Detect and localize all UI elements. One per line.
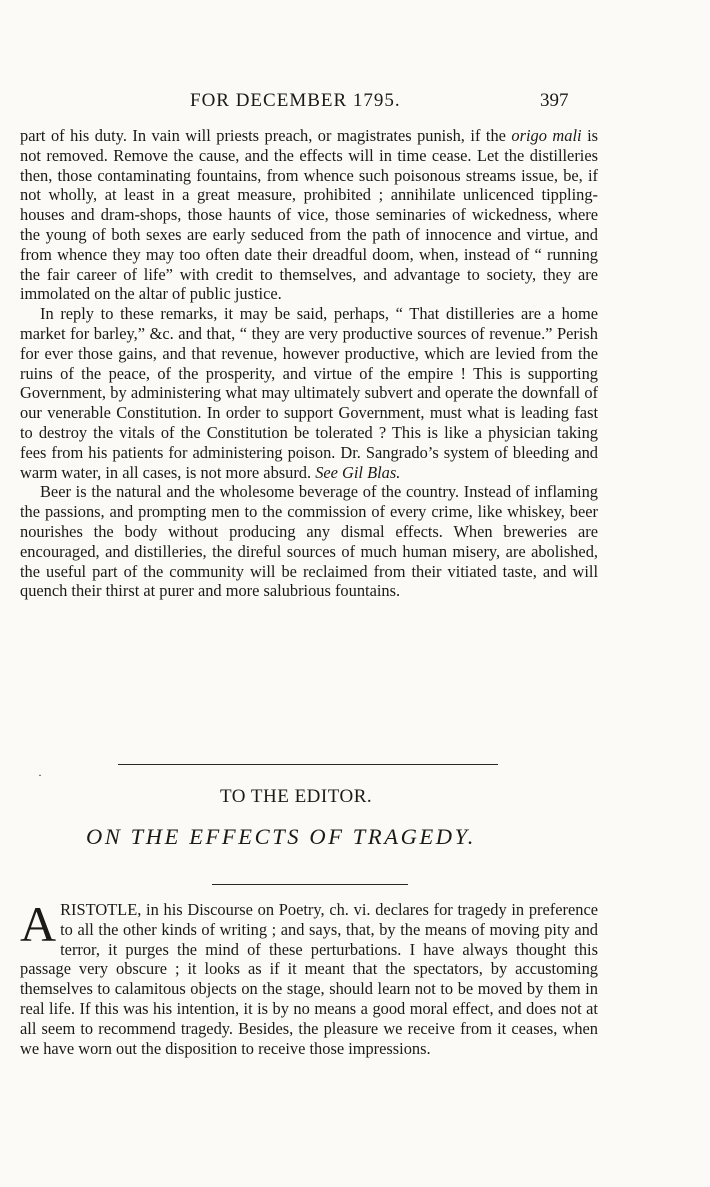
article-title: ON THE EFFECTS OF TRAGEDY. xyxy=(86,824,476,849)
article-paragraph-text: RISTOTLE, in his Discourse on Poetry, ch. vi. declares for tragedy in preference to all the other kinds of writing ; and says, that, by the means of moving pity and terror, it purges the mind of these perturbations. I have always thought this passage very obscure ; it looks as if it meant that the spectators, by accustoming themselves to calamitous objects on the stage, should learn not to be moved by them in real life. If this was his intention, it is by no means a good moral effect, and does not at all seem to recommend tragedy. Besides, the pleasure we receive from it ceases, when we have worn out the disposition to receive those impressions. xyxy=(20,900,598,1058)
running-title: FOR DECEMBER 1795. xyxy=(190,90,401,111)
paragraph-2-italic: See Gil Blas. xyxy=(315,462,401,482)
title-divider xyxy=(212,884,408,885)
paragraph-1-text-b: is not removed. Remove the cause, and the effects will in time cease. Let the distilleries then, those contaminating fountains, from whence such poisonous streams issue, be, if not wholly, at least in a great measure, prohibited ; annihilate unlicenced tippling-houses and dram-shops, those haunts of vice, those seminaries of wickedness, where the young of both sexes are early seduced from the path of innocence and virtue, and from whence they may too often date their dreadful doom, when, instead of “ running the fair career of life” with credit to themselves, and advantage to society, they are immolated on the altar of public justice. xyxy=(20,126,599,304)
paragraph-1-text-a: part of his duty. In vain will priests preach, or magistrates punish, if the xyxy=(20,126,512,145)
paragraph-3: Beer is the natural and the wholesome beverage of the country. Instead of inflaming the passions, and prompting men to the commission of every crime, like whiskey, beer nourishes the body without producing any dismal effects. When breweries are encouraged, and distilleries, the direful sources of much human misery, are abolished, the useful part of the community will be reclaimed from their vitiated taste, and will quench their thirst at purer and more salubrious fountains. xyxy=(20,482,598,601)
article-paragraph xyxy=(20,896,598,1058)
addressee-heading: TO THE EDITOR. xyxy=(220,786,373,807)
paragraph-1 xyxy=(20,126,598,304)
print-speck: · xyxy=(38,768,42,782)
page-header xyxy=(0,90,710,114)
paragraph-1-italic: origo mali xyxy=(511,126,582,145)
drop-cap: A xyxy=(20,896,57,952)
article-continuation xyxy=(20,126,598,601)
section-divider xyxy=(118,764,498,765)
page-number: 397 xyxy=(540,90,569,111)
article-body xyxy=(20,896,598,1058)
paragraph-2-text: In reply to these remarks, it may be said, perhaps, “ That distilleries are a home market for barley,” &c. and that, “ they are very productive sources of revenue.” Perish for ever those gains, and that revenue, however productive, which are levied from the ruins of the peace, of the prosperity, and virtue of the empire ! This is supporting Government, by administering what may ultimately subvert and operate the downfall of our venerable Constitution. In order to support Government, must what is leading fast to destroy the vitals of the Constitution be tolerated ? This is like a physician taking fees from his patients for administering poison. Dr. Sangrado’s system of bleeding and warm water, in all cases, is not more absurd. xyxy=(20,304,598,482)
paragraph-2 xyxy=(20,304,598,482)
